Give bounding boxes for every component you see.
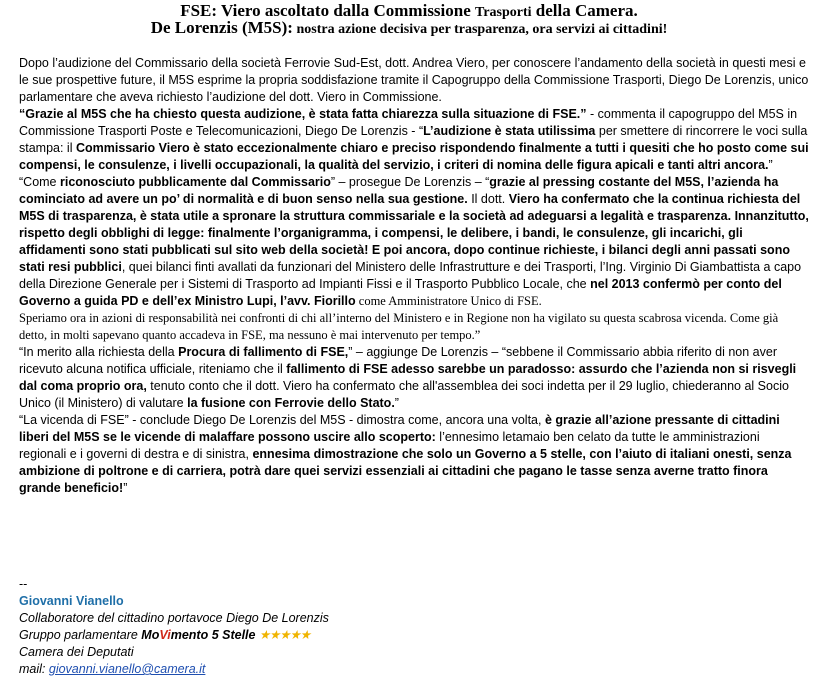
paragraph-quote-1: “Grazie al M5S che ha chiesto questa audizione, è stata fatta chiarezza sulla situazione di FSE.” - commenta il capogruppo del M5S in Commissione Trasporti Poste e Telecomunicazioni, Diego De Lorenzis - “L’audizione è stata utilissima per smettere di rincorrere le voci sulla stampa: il Commissario Viero è stato eccezionalmente chiaro e preciso rispondendo finalmente a tutti i quesiti che ho posto come sui compensi, le consulenze, i livelli occupazionali, la qualità del servizio, i criteri di nomina delle figura apicali e tanti altri ancora.” (19, 107, 809, 172)
signature-separator: -- (19, 577, 28, 591)
signature-chamber: Camera dei Deputati (19, 645, 134, 659)
mail-link[interactable]: giovanni.vianello@camera.it (48, 662, 206, 676)
paragraph-intro: Dopo l’audizione del Commissario della società Ferrovie Sud-Est, dott. Andrea Viero, per conoscere l’andamento della società in questi mesi e le sue prospettive future, il M5S esprime la propria soddisfazione tramite il Capogruppo della Commissione Trasporti, Diego De Lorenzis, unico parlamentare che aveva richiesto l’audizione del dott. Viero in Commissione. (19, 56, 809, 104)
headline: FSE: Viero ascoltato dalla Commissione Trasporti della Camera. (180, 1, 638, 20)
paragraph-conclusion: “La vicenda di FSE” - conclude Diego De Lorenzis del M5S - dimostra come, ancora una volta, è grazie all’azione pressante di cittadini liberi del M5S se le vicende di malaffare possono uscire allo scoperto: l’ennesimo letamaio ben celato da tutte le amministrazioni regionali e i governi di destra e di sinistra, ennesima dimostrazione che solo un Governo a 5 stelle, con l’aiuto di italiani onesti, senza ambizione di poltrone e di carriera, potrà dare quei servizi essenziali ai cittadini che pagano le tasse senza averne tratto finora grande beneficio!” (19, 413, 792, 495)
subheadline: De Lorenzis (M5S): nostra azione decisiva per trasparenza, ora servizi ai cittadini! (150, 18, 668, 37)
paragraph-quote-3: “In merito alla richiesta della Procura di fallimento di FSE,” – aggiunge De Lorenzis – “sebbene il Commissario abbia riferito di non aver ricevuto alcuna notifica ufficiale, riteniamo che il fallimento di FSE adesso sarebbe un paradosso: assurdo che l’azienda non si risvegli dal coma proprio ora, tenuto conto che il dott. Viero ha confermato che all'assemblea dei soci indetta per il 29 luglio, chiederanno al Socio Unico (il Ministero) di valutare la fusione con Ferrovie dello Stato.” (19, 345, 797, 410)
email-signature (19, 576, 809, 678)
paragraph-serif-note: Speriamo ora in azioni di responsabilità nei confronti di chi all’interno del Ministero e in Regione non ha vigilato su questa scabrosa vicenda. Come già detto, in molti sapevano quanto accadeva in FSE, ma nessuno è mai intervenuto per tempo.” (19, 311, 779, 342)
stars-icon: ★★★★★ (258, 628, 310, 642)
signature-name: Giovanni Vianello (19, 594, 124, 608)
signature-group: Gruppo parlamentare MoVimento 5 Stelle ★★★★★ (19, 628, 310, 642)
article-body (19, 55, 809, 497)
paragraph-quote-2: “Come riconosciuto pubblicamente dal Commissario” – prosegue De Lorenzis – “grazie al pressing costante del M5S, l’azienda ha cominciato ad avere un po’ di normalità e di buon senso nella sua gestione. Il dott. Viero ha confermato che la continua richiesta del M5S di trasparenza, è stata utile a spronare la struttura commissariale e la società ad adeguarsi a legalità e trasparenza. Innanzitutto, rispetto degli obblighi di legge: finalmente l’organigramma, i compensi, le delibere, i bandi, le consulenze, gli incarichi, gli affidamenti sono stati pubblicati sul sito web della società! E poi ancora, dopo continue richieste, i bilanci degli anni passati sono stati resi pubblici, quei bilanci finti avallati da funzionari del Ministero delle Infrastrutture e dei Trasporti, l’Ing. Virginio Di Giambattista a capo della Direzione Generale per i Sistemi di Trasporto ad Impianti Fissi e il Trasporto Pubblico Locale, che nel 2013 confermò per conto del Governo a guida PD e dell’ex Ministro Lupi, l’avv. Fiorillo come Amministratore Unico di FSE. (19, 175, 809, 308)
signature-role: Collaboratore del cittadino portavoce Diego De Lorenzis (19, 611, 329, 625)
signature-mail: mail: giovanni.vianello@camera.it (19, 662, 206, 676)
